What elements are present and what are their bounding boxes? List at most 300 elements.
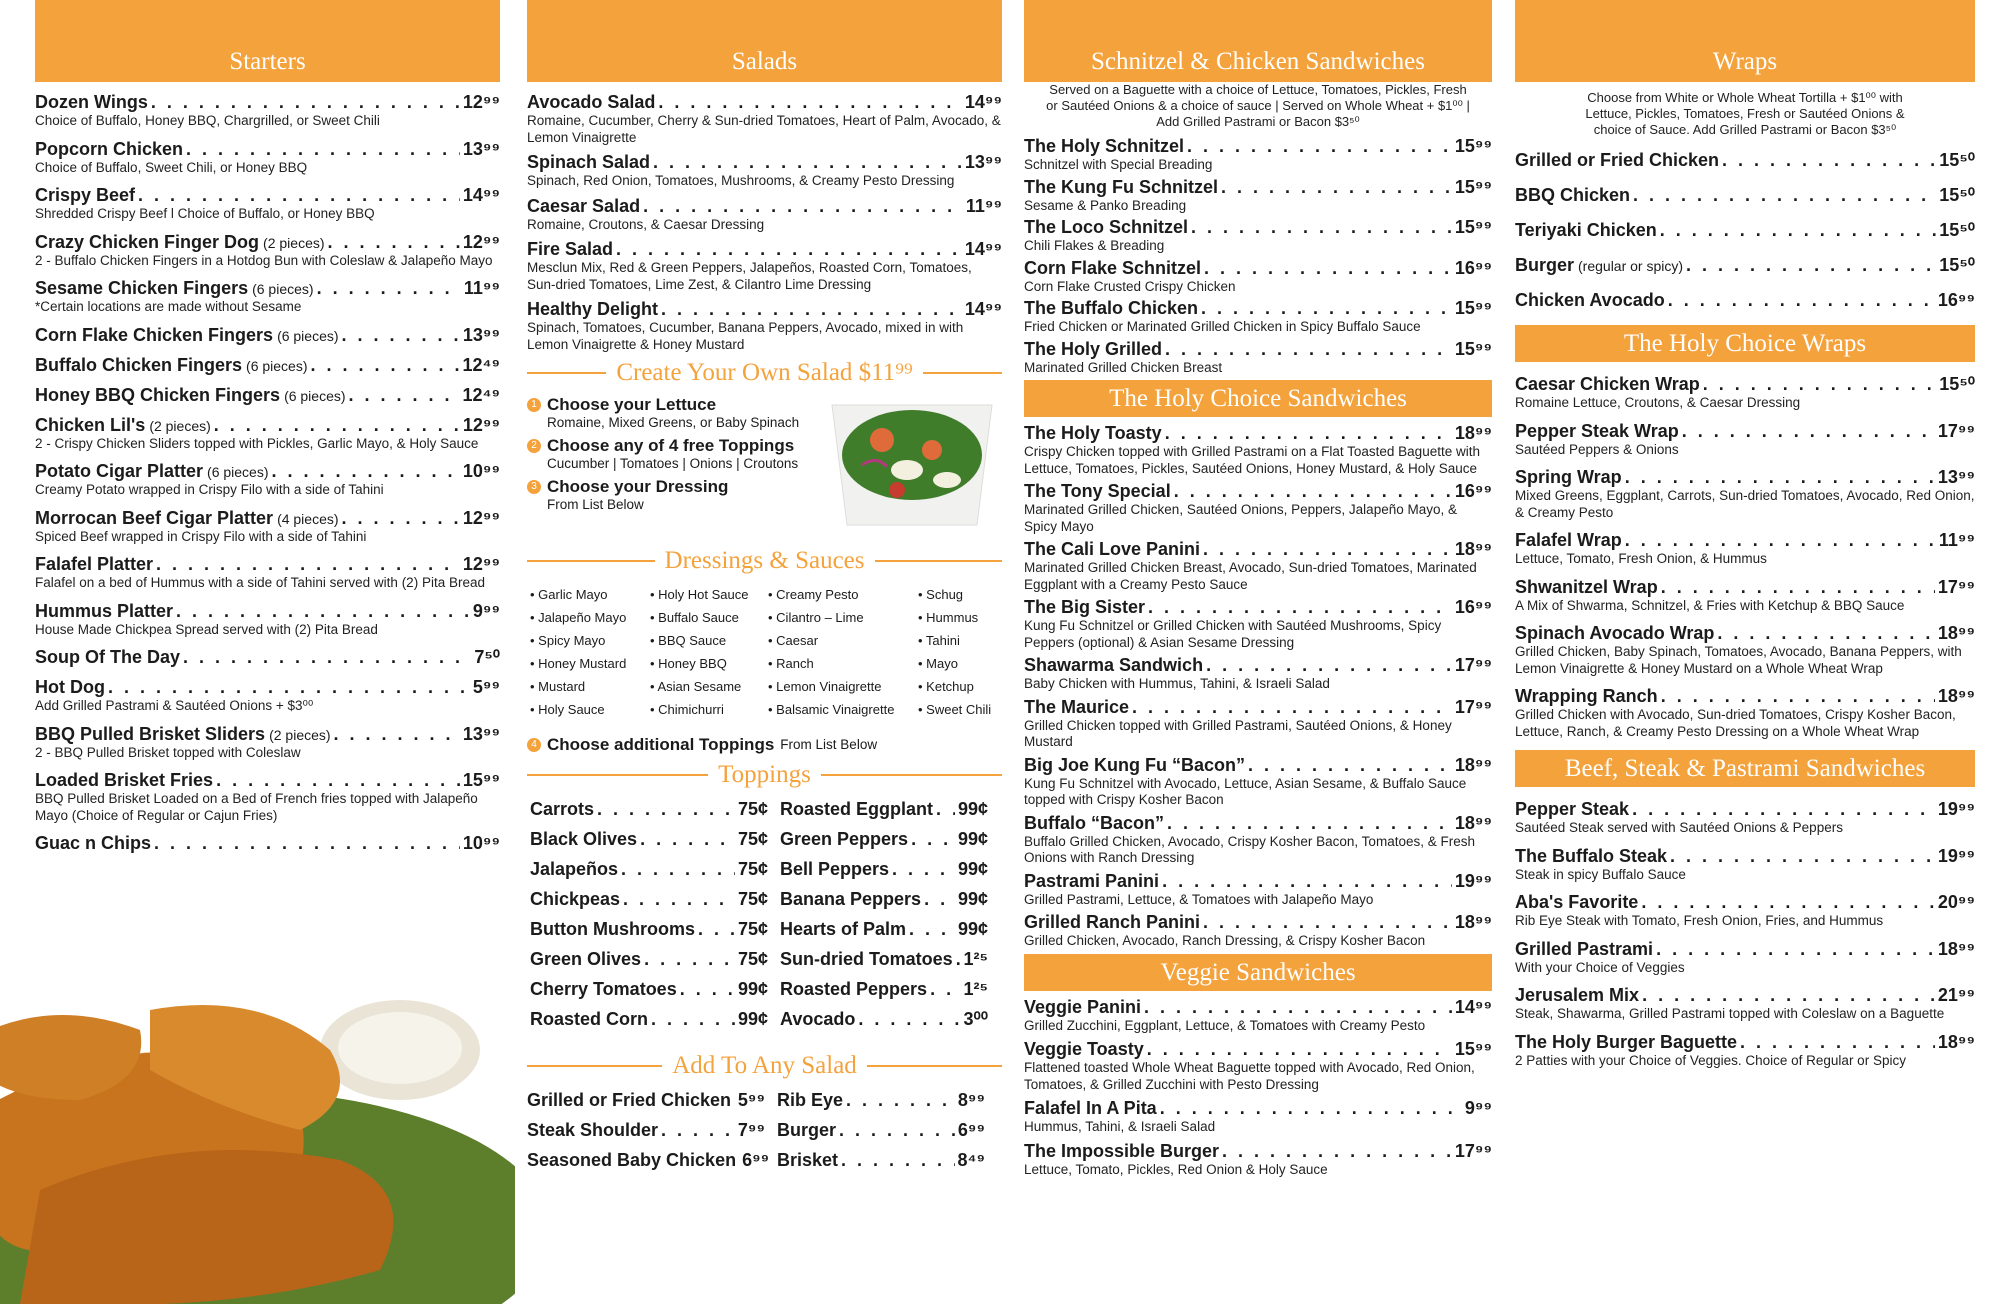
menu-item	[1024, 423, 1492, 477]
menu-item-line	[1515, 985, 1975, 1006]
topping-name: Bell Peppers	[780, 859, 890, 879]
menu-item-line	[35, 385, 500, 406]
menu-item-price: 13⁹⁹	[964, 152, 1002, 172]
leader-dots	[1668, 290, 1935, 311]
menu-item-name: Falafel Platter	[35, 554, 154, 574]
menu-item-price: 17⁹⁹	[1454, 1140, 1492, 1161]
holy-wraps-header: The Holy Choice Wraps	[1515, 325, 1975, 362]
menu-item-name: Teriyaki Chicken	[1515, 220, 1657, 240]
topping-name: Grilled or Fried Chicken	[527, 1090, 732, 1110]
topping-price: 8⁹⁹	[957, 1090, 985, 1110]
menu-item-price: 15⁹⁹	[1454, 338, 1492, 359]
menu-item-description: Grilled Zucchini, Eggplant, Lettuce, & Tomatoes with Creamy Pesto	[1024, 1017, 1426, 1033]
menu-item-line	[35, 185, 500, 206]
topping-name: Brisket	[777, 1150, 839, 1170]
leader-dots	[1191, 217, 1452, 238]
menu-item-price: 7⁵⁰	[474, 647, 500, 667]
leader-dots	[839, 1120, 955, 1141]
dressing-item: • Honey BBQ	[650, 656, 727, 671]
leader-dots	[936, 799, 955, 820]
topping-price: 6⁹⁹	[742, 1150, 770, 1170]
leader-dots	[661, 299, 962, 320]
menu-item-name: Veggie Panini	[1024, 996, 1142, 1017]
menu-item	[1024, 539, 1492, 593]
menu-item-description: Spinach, Tomatoes, Cucumber, Banana Peppers, Avocado, mixed in with Lemon Vinaigrette & Honey Mustard	[527, 320, 964, 352]
topping-item	[780, 949, 1000, 970]
menu-item	[1515, 290, 1975, 311]
menu-item	[35, 415, 500, 453]
menu-item	[1515, 623, 1975, 677]
menu-item	[1024, 177, 1492, 215]
menu-item-price: 13⁹⁹	[462, 138, 500, 159]
menu-item-price: 15⁵⁰	[1939, 150, 1975, 170]
menu-item	[1515, 150, 1975, 171]
menu-item-price: 13⁹⁹	[462, 723, 500, 744]
menu-item-name: Loaded Brisket Fries	[35, 770, 214, 790]
menu-item-price: 14⁹⁹	[964, 92, 1002, 112]
leader-dots	[597, 799, 735, 820]
leader-dots	[1203, 539, 1452, 560]
dressing-item: • BBQ Sauce	[650, 633, 727, 648]
topping-price: 99¢	[957, 889, 988, 909]
menu-item-name: Spring Wrap	[1515, 467, 1622, 487]
menu-item	[1024, 258, 1492, 296]
topping-item	[780, 799, 1000, 820]
veggie-sandwiches-header: Veggie Sandwiches	[1024, 954, 1492, 991]
menu-item-name: Guac n Chips	[35, 833, 152, 853]
menu-item-line	[527, 92, 1002, 113]
leader-dots	[1717, 623, 1935, 644]
menu-item	[35, 724, 500, 762]
leader-dots	[176, 601, 470, 622]
topping-item	[530, 979, 780, 1000]
menu-item-name: Popcorn Chicken	[35, 138, 184, 159]
menu-item-name: Chicken Lil's	[35, 414, 146, 435]
topping-price: 1²⁵	[963, 979, 988, 999]
leader-dots	[1201, 298, 1452, 319]
menu-item	[1024, 655, 1492, 693]
menu-item	[1024, 298, 1492, 336]
menu-item-name: Falafel Wrap	[1515, 530, 1622, 550]
menu-item-line	[35, 92, 500, 113]
topping-name: Hearts of Palm	[780, 919, 907, 939]
menu-item-price: 12⁹⁹	[462, 554, 500, 574]
leader-dots	[653, 152, 962, 173]
leader-dots	[342, 508, 460, 529]
menu-item-price: 15⁹⁹	[1454, 176, 1492, 197]
menu-item-price: 13⁹⁹	[462, 324, 500, 345]
leader-dots	[1686, 255, 1936, 276]
menu-item-line	[1515, 799, 1975, 820]
menu-item-description: Marinated Grilled Chicken Breast	[1024, 359, 1223, 375]
leader-dots	[1682, 421, 1935, 442]
menu-item	[35, 833, 500, 854]
leader-dots	[317, 278, 461, 299]
menu-item-name: Caesar Salad	[527, 195, 641, 216]
menu-item-name: Veggie Toasty	[1024, 1039, 1144, 1059]
menu-item-description: Sautéed Peppers & Onions	[1515, 441, 1679, 457]
menu-item-description: Grilled Chicken, Avocado, Ranch Dressing, & Crispy Kosher Bacon	[1024, 933, 1426, 948]
menu-item-description: Steak, Shawarma, Grilled Pastrami topped with Coleslaw on a Baguette	[1515, 1006, 1945, 1021]
menu-item-price: 12⁹⁹	[462, 92, 500, 112]
menu-item-price: 17⁹⁹	[1937, 576, 1975, 597]
topping-price: 99¢	[957, 799, 988, 819]
menu-item-name: The Impossible Burger	[1024, 1140, 1220, 1161]
menu-item	[35, 770, 500, 824]
wraps-column	[1515, 0, 1975, 1078]
menu-item-line	[35, 278, 500, 299]
menu-item-description: House Made Chickpea Spread served with (2) Pita Bread	[35, 621, 378, 637]
menu-item-line	[1515, 290, 1975, 311]
leader-dots	[616, 239, 962, 260]
leader-dots	[216, 770, 460, 791]
menu-item-name: Burger	[1515, 255, 1575, 275]
beef-header: Beef, Steak & Pastrami Sandwiches	[1515, 750, 1975, 787]
menu-item-name: Pepper Steak Wrap	[1515, 420, 1679, 441]
menu-item	[35, 554, 500, 592]
topping-price: 75¢	[737, 949, 768, 969]
menu-item-name: Grilled Ranch Panini	[1024, 912, 1201, 932]
menu-item-line	[1024, 755, 1492, 776]
menu-item-note: (6 pieces)	[284, 387, 346, 404]
menu-item-description: Kung Fu Schnitzel or Grilled Chicken with Sautéed Mushrooms, Spicy Peppers (optional) & Asian Sesame Dressing	[1024, 618, 1442, 650]
menu-item-price: 13⁹⁹	[1937, 467, 1975, 487]
leader-dots	[138, 185, 460, 206]
leader-dots	[272, 461, 460, 482]
leader-dots	[1144, 997, 1452, 1018]
salad-step	[527, 436, 827, 471]
menu-item	[35, 385, 500, 406]
topping-name: Burger	[777, 1120, 837, 1140]
dressing-item: • Holy Hot Sauce	[650, 587, 749, 602]
step-title: Choose any of 4 free Toppings	[547, 436, 795, 455]
menu-item-name: The Holy Grilled	[1024, 338, 1163, 359]
salad-photo	[827, 395, 997, 535]
menu-item-description: Mesclun Mix, Red & Green Peppers, Jalapeños, Roasted Corn, Tomatoes, Sun-dried Tomatoes, Lime Zest, & Cilantro Lime Dressing	[527, 260, 972, 292]
menu-item-line	[1024, 912, 1492, 933]
menu-item-price: 16⁹⁹	[1454, 257, 1492, 278]
menu-item	[1024, 1039, 1492, 1093]
menu-item	[1515, 939, 1975, 977]
menu-item	[35, 92, 500, 130]
step-text	[547, 477, 728, 512]
topping-name: Sun-dried Tomatoes	[780, 949, 953, 969]
menu-item-line	[1515, 467, 1975, 488]
menu-item	[1515, 220, 1975, 241]
menu-item	[35, 325, 500, 346]
menu-item-line	[35, 770, 500, 791]
topping-item	[530, 949, 780, 970]
topping-name: Roasted Peppers	[780, 979, 928, 999]
topping-price: 1²⁵	[963, 949, 988, 969]
menu-item-description: Lettuce, Tomato, Fresh Onion, & Hummus	[1515, 551, 1767, 566]
menu-item	[1024, 997, 1492, 1035]
menu-item-name: Sesame Chicken Fingers	[35, 278, 249, 298]
topping-item	[780, 979, 1000, 1000]
leader-dots	[1167, 813, 1452, 834]
menu-item-line	[1024, 655, 1492, 676]
topping-name: Cherry Tomatoes	[530, 979, 677, 999]
step-sub: Romaine, Mixed Greens, or Baby Spinach	[547, 415, 800, 430]
leader-dots	[108, 677, 470, 698]
holy-sandwiches-list	[1024, 423, 1492, 950]
topping-item	[530, 859, 780, 880]
topping-price: 75¢	[737, 889, 768, 909]
leader-dots	[680, 979, 735, 1000]
menu-item-name: Buffalo “Bacon”	[1024, 812, 1165, 833]
topping-name: Roasted Corn	[530, 1009, 649, 1029]
menu-item-name: Grilled Pastrami	[1515, 938, 1654, 959]
leader-dots	[1248, 755, 1452, 776]
menu-item-price: 16⁹⁹	[1937, 290, 1975, 310]
menu-item-line	[1024, 539, 1492, 560]
menu-item-line	[1515, 374, 1975, 395]
menu-item-note: (6 pieces)	[252, 281, 314, 297]
salad-step	[527, 395, 827, 430]
menu-item-description: Corn Flake Crusted Crispy Chicken	[1024, 278, 1236, 294]
menu-item-name: The Loco Schnitzel	[1024, 217, 1189, 237]
topping-price: 75¢	[737, 919, 768, 939]
salads-title: Salads	[731, 48, 798, 75]
dressing-item: • Spicy Mayo	[530, 633, 606, 648]
dressings-grid	[527, 587, 1002, 717]
menu-item	[1515, 892, 1975, 930]
beef-list	[1515, 799, 1975, 1069]
menu-item	[527, 196, 1002, 234]
menu-item-price: 14⁹⁹	[1454, 996, 1492, 1017]
topping-item	[527, 1090, 777, 1111]
menu-item-name: Pepper Steak	[1515, 799, 1630, 819]
menu-item-line	[527, 299, 1002, 320]
leader-dots	[734, 1090, 735, 1111]
menu-item-price: 18⁹⁹	[1937, 623, 1975, 643]
menu-item-price: 17⁹⁹	[1937, 420, 1975, 441]
step-title: Choose your Lettuce	[547, 395, 717, 414]
menu-item-name: Spinach Salad	[527, 152, 651, 172]
leader-dots	[956, 949, 961, 970]
starters-title: Starters	[229, 48, 306, 75]
menu-item-line	[35, 601, 500, 622]
starters-column	[35, 0, 500, 863]
leader-dots	[661, 1120, 735, 1141]
topping-name: Steak Shoulder	[527, 1120, 659, 1140]
menu-item-note: (2 pieces)	[263, 234, 325, 251]
holy-wraps-list	[1515, 374, 1975, 740]
menu-item-line	[1024, 871, 1492, 892]
wraps-list	[1515, 150, 1975, 311]
menu-item	[35, 139, 500, 177]
menu-item-name: Morrocan Beef Cigar Platter	[35, 507, 274, 528]
dressing-item: • Ranch	[768, 656, 814, 671]
menu-item-description: 2 Patties with your Choice of Veggies. Choice of Regular or Spicy	[1515, 1052, 1906, 1068]
menu-item-description: Buffalo Grilled Chicken, Avocado, Crispy Kosher Bacon, Tomatoes, & Fresh Onions with Ranch Dressing	[1024, 833, 1475, 865]
dressing-item: • Holy Sauce	[530, 702, 605, 717]
menu-item-price: 11⁹⁹	[463, 278, 500, 298]
menu-item	[1515, 421, 1975, 459]
menu-item-line	[527, 152, 1002, 173]
menu-item-description: Choice of Buffalo, Sweet Chili, or Honey BBQ	[35, 159, 308, 175]
starters-list	[35, 82, 500, 854]
menu-item-description: Grilled Chicken with Avocado, Sun-dried Tomatoes, Crispy Kosher Bacon, Lettuce, Ranch, & Creamy Pesto Dressing on a Whole Wheat Wrap	[1515, 707, 1956, 739]
menu-item-line	[1024, 258, 1492, 279]
menu-item-line	[1024, 1039, 1492, 1060]
menu-item	[1024, 697, 1492, 751]
schnitzel-list	[1024, 136, 1492, 376]
dressing-item: • Creamy Pesto	[768, 587, 859, 602]
menu-item	[1024, 755, 1492, 809]
menu-item-line	[35, 833, 500, 854]
toppings-grid	[527, 799, 1002, 1030]
menu-item-price: 18⁹⁹	[1937, 1031, 1975, 1052]
topping-price: 7⁹⁹	[737, 1120, 765, 1140]
menu-item	[1024, 136, 1492, 174]
menu-item	[1515, 1032, 1975, 1070]
dressing-item: • Caesar	[768, 633, 819, 648]
menu-item-name: Honey BBQ Chicken Fingers	[35, 384, 281, 405]
starters-header	[35, 0, 500, 82]
menu-item	[1515, 799, 1975, 837]
menu-item-name: The Buffalo Steak	[1515, 845, 1668, 866]
menu-item	[1515, 846, 1975, 884]
menu-item-line	[1515, 623, 1975, 644]
menu-item	[1515, 577, 1975, 615]
menu-item-name: Soup Of The Day	[35, 647, 181, 667]
menu-item-price: 15⁹⁹	[462, 770, 500, 790]
menu-item-name: Shawarma Sandwich	[1024, 655, 1204, 675]
menu-item	[1515, 255, 1975, 276]
menu-item-line	[1024, 697, 1492, 718]
leader-dots	[1722, 150, 1936, 171]
menu-item-line	[35, 461, 500, 482]
leader-dots	[1625, 530, 1936, 551]
leader-dots	[1661, 577, 1935, 598]
topping-price: 99¢	[957, 829, 988, 849]
topping-item	[777, 1120, 997, 1141]
menu-item-note: (regular or spicy)	[1578, 258, 1684, 274]
menu-item-name: Caesar Chicken Wrap	[1515, 374, 1700, 394]
salad-step	[527, 477, 827, 512]
menu-item	[527, 92, 1002, 146]
menu-item-line	[1515, 686, 1975, 707]
leader-dots	[1740, 1032, 1935, 1053]
menu-item-name: Crazy Chicken Finger Dog	[35, 231, 260, 252]
menu-item-line	[35, 139, 500, 160]
menu-item-price: 14⁹⁹	[964, 299, 1002, 319]
menu-item	[1515, 467, 1975, 521]
topping-name: Jalapeños	[530, 859, 619, 879]
menu-item-description: Rib Eye Steak with Tomato, Fresh Onion, Fries, and Hummus	[1515, 913, 1884, 928]
menu-item-note: (2 pieces)	[149, 417, 211, 434]
menu-item-name: Buffalo Chicken Fingers	[35, 354, 243, 375]
menu-item	[35, 647, 500, 668]
menu-item-price: 10⁹⁹	[462, 461, 500, 481]
menu-item-price: 19⁹⁹	[1937, 845, 1975, 866]
menu-item-price: 15⁹⁹	[1454, 136, 1492, 156]
menu-item-price: 12⁴⁹	[462, 354, 500, 375]
menu-item	[1024, 597, 1492, 651]
menu-item	[1024, 871, 1492, 909]
menu-item-line	[35, 724, 500, 745]
leader-dots	[342, 325, 460, 346]
menu-item-description: Choice of Buffalo, Honey BBQ, Chargrilled, or Sweet Chili	[35, 113, 380, 128]
menu-item-description: Sesame & Panko Breading	[1024, 197, 1187, 213]
salads-column	[527, 0, 1002, 1171]
menu-item-line	[1024, 1098, 1492, 1119]
menu-item-price: 16⁹⁹	[1454, 481, 1492, 501]
menu-item-price: 18⁹⁹	[1937, 686, 1975, 706]
topping-name: Chickpeas	[530, 889, 621, 909]
menu-item-name: Jerusalem Mix	[1515, 985, 1640, 1005]
menu-item-description: Romaine, Cucumber, Cherry & Sun-dried Tomatoes, Heart of Palm, Avocado, & Lemon Vinaigrette	[527, 113, 1001, 145]
menu-item-price: 21⁹⁹	[1937, 985, 1975, 1005]
menu-item-note: (2 pieces)	[269, 726, 331, 743]
menu-item-note: (6 pieces)	[277, 327, 339, 344]
menu-item-name: The Big Sister	[1024, 597, 1146, 617]
menu-item	[35, 232, 500, 270]
menu-item-description: Grilled Chicken topped with Grilled Pastrami, Sautéed Onions, & Honey Mustard	[1024, 717, 1452, 749]
menu-item-description: With your Choice of Veggies	[1515, 959, 1685, 975]
step-number: 3	[527, 480, 541, 494]
menu-item-price: 18⁹⁹	[1454, 812, 1492, 833]
leader-dots	[1204, 258, 1452, 279]
menu-item-description: *Certain locations are made without Sesame	[35, 299, 302, 314]
topping-name: Banana Peppers	[780, 889, 922, 909]
menu-item-name: The Maurice	[1024, 696, 1130, 717]
step-sub: Cucumber | Tomatoes | Onions | Croutons	[547, 456, 799, 471]
topping-item	[780, 889, 1000, 910]
schnitzel-header	[1024, 0, 1492, 82]
menu-item-name: Falafel In A Pita	[1024, 1098, 1157, 1118]
menu-item-price: 19⁹⁹	[1454, 870, 1492, 891]
topping-price: 99¢	[957, 919, 988, 939]
menu-item	[1024, 217, 1492, 255]
menu-item	[1024, 1141, 1492, 1179]
leader-dots	[1656, 939, 1935, 960]
leader-dots	[1203, 912, 1452, 933]
dressing-item: • Ketchup	[918, 679, 974, 694]
menu-item-line	[35, 325, 500, 346]
add-to-salad-heading: Add To Any Salad	[527, 1052, 1002, 1080]
topping-name: Carrots	[530, 799, 595, 819]
salad-steps	[527, 395, 827, 512]
dressing-item: • Honey Mustard	[530, 656, 627, 671]
leader-dots	[1670, 846, 1935, 867]
leader-dots	[1147, 1039, 1452, 1060]
step-text	[547, 395, 799, 430]
menu-item-description: 2 - Crispy Chicken Sliders topped with Pickles, Garlic Mayo, & Holy Sauce	[35, 435, 479, 451]
topping-item	[530, 1009, 780, 1030]
leader-dots	[841, 1150, 955, 1171]
menu-item-line	[1024, 1141, 1492, 1162]
menu-item-price: 12⁹⁹	[462, 414, 500, 435]
menu-item-line	[35, 415, 500, 436]
dressing-item: • Mustard	[530, 679, 586, 694]
menu-item	[527, 152, 1002, 190]
topping-name: Green Olives	[530, 949, 642, 969]
topping-price: 75¢	[737, 859, 768, 879]
toppings-heading: Toppings	[527, 761, 1002, 789]
leader-dots	[349, 385, 460, 406]
menu-item	[1024, 481, 1492, 535]
topping-name: Roasted Eggplant	[780, 799, 934, 819]
menu-item-note: (6 pieces)	[246, 357, 308, 374]
wraps-intro: Choose from White or Whole Wheat Tortilla + $1⁰⁰ with Lettuce, Pickles, Tomatoes, Fresh or Sautéed Onions & choice of Sauce. Add Grilled Pastrami or Bacon $3⁵⁰	[1585, 90, 1905, 137]
menu-item-description: Spiced Beef wrapped in Crispy Filo with a side of Tahini	[35, 528, 367, 544]
menu-item-description: Steak in spicy Buffalo Sauce	[1515, 866, 1686, 882]
leader-dots	[154, 833, 460, 854]
menu-item-description: Mixed Greens, Eggplant, Carrots, Sun-dried Tomatoes, Avocado, Red Onion, & Creamy Pesto	[1515, 488, 1975, 520]
step-number: 1	[527, 398, 541, 412]
